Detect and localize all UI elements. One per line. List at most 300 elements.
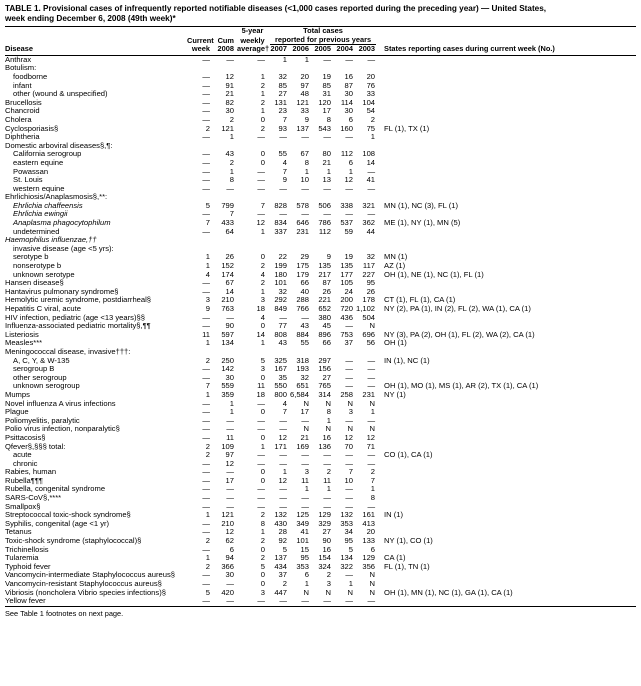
weekly-average-cell: 1	[260, 90, 265, 99]
year-2007-cell: —	[279, 451, 287, 460]
disease-name: Hantavirus pulmonary syndrome§	[5, 287, 119, 296]
disease-name: Anaplasma phagocytophilum	[13, 219, 111, 228]
disease-name: Rubella¶¶¶	[5, 476, 43, 485]
year-2007-cell: 834	[274, 219, 287, 228]
year-2004-cell	[334, 236, 356, 245]
year-2007-cell: 77	[278, 322, 287, 331]
current-week-cell: 4	[205, 270, 210, 279]
year-2007-cell: 132	[274, 511, 287, 520]
table-row	[5, 563, 636, 572]
states-reporting-cell	[378, 417, 636, 426]
year-2003-cell: 2	[370, 468, 376, 477]
states-reporting-cell: OH (1)	[384, 339, 407, 348]
year-2006-cell: 353	[296, 562, 309, 571]
year-2005-cell: 8	[326, 408, 331, 417]
disease-name: Vancomycin-intermediate Staphylococcus aureus§	[5, 571, 175, 580]
year-2003-cell: 108	[362, 150, 376, 159]
current-week-cell: 1	[205, 262, 210, 271]
states-reporting-cell: CT (1), FL (1), CA (1)	[384, 296, 456, 305]
table-row	[5, 339, 636, 348]
year-2004-cell: 134	[340, 554, 353, 563]
year-2003-cell: 14	[366, 158, 376, 167]
disease-name: Vibriosis (noncholera Vibrio species infections)§	[5, 588, 166, 597]
year-2007-cell: 12	[278, 433, 287, 442]
year-2006-cell: 1	[304, 167, 309, 176]
table-row	[5, 468, 636, 477]
table-row	[5, 236, 636, 245]
states-reporting-cell	[378, 468, 636, 477]
cum-2008-cell: 763	[221, 305, 234, 313]
cum-2008-cell: 1	[229, 408, 234, 417]
weekly-average-cell	[237, 142, 268, 151]
current-week-cell	[187, 236, 213, 245]
cum-2008-cell: 121	[221, 511, 234, 520]
year-2006-cell: 32	[300, 373, 309, 382]
year-2004-cell: —	[345, 485, 353, 494]
year-2005-cell	[312, 193, 334, 202]
year-2006-cell: 48	[300, 90, 309, 99]
year-2004-cell: 6	[348, 158, 353, 167]
year-2005-cell: 16	[322, 545, 331, 554]
year-2007-cell: —	[279, 485, 287, 494]
year-2007-cell: —	[279, 133, 287, 142]
states-reporting-cell	[378, 245, 636, 254]
current-week-cell: —	[202, 184, 210, 193]
weekly-average-cell: —	[257, 176, 265, 185]
states-reporting-cell	[378, 236, 636, 245]
cum-2008-cell: —	[226, 313, 234, 322]
disease-name: unknown serogroup	[13, 382, 80, 391]
disease-name: SARS-CoV§,****	[5, 494, 62, 503]
disease-name: Cyclosporiasis§	[5, 124, 59, 133]
year-2004-cell: 105	[340, 279, 353, 288]
year-2005-cell: 87	[322, 279, 331, 288]
year-2004-cell: 5	[348, 545, 353, 554]
table-row	[5, 219, 636, 228]
cum-2008-cell: 210	[221, 296, 234, 305]
year-2003-cell: 413	[362, 519, 376, 528]
cum-2008-cell: 67	[225, 279, 234, 288]
year-2005-cell: 27	[322, 528, 331, 537]
year-2006-cell: N	[303, 399, 309, 408]
header-disease: Disease	[5, 45, 187, 55]
year-2004-cell: N	[347, 399, 353, 408]
year-2007-cell: 808	[274, 330, 287, 339]
disease-name: Poliomyelitis, paralytic	[5, 416, 80, 425]
year-2006-cell: —	[301, 184, 309, 193]
year-2004-cell: 135	[340, 262, 353, 271]
year-2004-cell: 132	[340, 511, 353, 520]
year-2003-cell: 26	[366, 287, 376, 296]
cum-2008-cell: —	[226, 580, 234, 588]
year-2005-cell: 85	[322, 81, 331, 90]
disease-name: other (wound & unspecified)	[13, 90, 108, 99]
current-week-cell: 3	[205, 296, 210, 305]
year-2004-cell: —	[345, 451, 353, 460]
cum-2008-cell: 250	[221, 356, 234, 365]
header-total-cases-line-2: reported for previous years	[270, 36, 376, 46]
current-week-cell: 2	[205, 537, 210, 546]
year-2007-cell: —	[279, 502, 287, 511]
year-2005-cell: 120	[318, 98, 331, 107]
current-week-cell: —	[202, 176, 210, 185]
year-2005-cell	[312, 64, 334, 73]
states-reporting-cell	[378, 73, 636, 82]
disease-name: Anthrax	[5, 55, 32, 64]
year-2006-cell: 15	[300, 545, 309, 554]
weekly-average-cell: —	[257, 416, 265, 425]
table-row	[5, 537, 636, 546]
current-week-cell: 5	[205, 588, 210, 597]
year-2003-cell	[356, 193, 378, 202]
states-reporting-cell	[378, 90, 636, 99]
weekly-average-cell	[237, 236, 268, 245]
current-week-cell: —	[202, 133, 210, 142]
year-2004-cell: 6	[348, 115, 353, 124]
cum-2008-cell: 12	[225, 528, 234, 537]
year-2005-cell	[312, 142, 334, 151]
year-2006-cell: —	[301, 451, 309, 460]
current-week-cell: —	[202, 90, 210, 99]
year-2005-cell: —	[323, 184, 331, 193]
states-reporting-cell	[378, 142, 636, 151]
table-row	[5, 434, 636, 443]
current-week-cell: —	[202, 494, 210, 503]
table-row	[5, 485, 636, 494]
year-2004-cell: —	[345, 494, 353, 503]
current-week-cell: —	[202, 279, 210, 288]
current-week-cell: —	[202, 107, 210, 116]
states-reporting-cell	[378, 64, 636, 73]
year-2003-cell: —	[367, 459, 376, 468]
year-2006-cell	[290, 64, 312, 73]
year-2006-cell: 288	[296, 296, 309, 305]
year-2004-cell: 30	[344, 107, 353, 116]
year-2007-cell: 828	[274, 201, 287, 210]
year-2004-cell: 3	[348, 408, 353, 417]
year-2003-cell: —	[367, 365, 376, 374]
cum-2008-cell: 152	[221, 262, 234, 271]
weekly-average-cell: 0	[260, 158, 265, 167]
year-2003-cell: 95	[366, 279, 376, 288]
year-2004-cell: N	[347, 588, 353, 597]
header-year-2005: 2005	[312, 45, 334, 55]
year-2003-cell: —	[367, 167, 376, 176]
year-2004-cell: 37	[344, 339, 353, 348]
cum-2008-cell: —	[226, 468, 234, 477]
weekly-average-cell: 2	[260, 98, 265, 107]
table-row	[5, 168, 636, 177]
disease-name: foodborne	[13, 72, 48, 81]
weekly-average-cell: 18	[256, 390, 265, 399]
table-row	[5, 374, 636, 383]
year-2003-cell: 504	[362, 313, 376, 322]
cum-2008-cell: 799	[221, 201, 234, 210]
cum-2008-cell	[213, 142, 237, 151]
table-row	[5, 511, 636, 520]
states-reporting-cell: NY (3), PA (2), OH (1), FL (2), WA (2), CA (1)	[384, 330, 535, 339]
disease-name: Tetanus	[5, 528, 32, 537]
table-row	[5, 296, 636, 305]
disease-name: Domestic arboviral diseases§,¶:	[5, 141, 113, 150]
year-2007-cell: 167	[274, 365, 287, 374]
year-2003-cell: N	[369, 322, 376, 331]
states-reporting-cell: MN (1)	[384, 253, 408, 262]
current-week-cell: —	[202, 519, 210, 528]
current-week-cell: —	[202, 55, 210, 64]
current-week-cell: —	[202, 287, 210, 296]
year-2005-cell: 90	[322, 537, 331, 546]
cum-2008-cell: 2	[229, 158, 234, 167]
states-reporting-cell: OH (1), MO (1), MS (1), AR (2), TX (1), CA (1)	[384, 382, 539, 391]
year-2006-cell: 101	[296, 537, 309, 546]
weekly-average-cell: 0	[260, 571, 265, 580]
year-2004-cell	[334, 245, 356, 254]
current-week-cell: —	[202, 545, 210, 554]
year-2003-cell: 41	[366, 176, 376, 185]
disease-name: Trichinellosis	[5, 545, 49, 554]
year-2006-cell: 179	[296, 270, 309, 279]
year-2005-cell: 314	[318, 390, 331, 399]
states-reporting-cell	[378, 546, 636, 555]
year-2006-cell	[290, 142, 312, 151]
cum-2008-cell: 366	[221, 562, 234, 571]
table-row	[5, 116, 636, 125]
cum-2008-cell: 420	[221, 588, 234, 597]
year-2003-cell: —	[367, 502, 376, 511]
current-week-cell: —	[202, 322, 210, 331]
year-2004-cell	[334, 348, 356, 357]
disease-name: chronic	[13, 459, 38, 468]
table-row	[5, 322, 636, 331]
current-week-cell: 1	[205, 511, 210, 520]
states-reporting-cell	[378, 374, 636, 383]
states-reporting-cell	[378, 193, 636, 202]
year-2007-cell: —	[279, 313, 287, 322]
year-2007-cell: 32	[278, 287, 287, 296]
cum-2008-cell: 62	[225, 537, 234, 546]
table-row	[5, 597, 636, 606]
states-reporting-cell: IN (1), NC (1)	[384, 356, 430, 365]
year-2003-cell: —	[367, 451, 376, 460]
year-2006-cell: 193	[296, 365, 309, 374]
year-2007-cell: 171	[274, 442, 287, 451]
cum-2008-cell: —	[226, 55, 234, 64]
disease-name: A, C, Y, & W-135	[13, 356, 70, 365]
table-row	[5, 331, 636, 340]
year-2004-cell: —	[345, 382, 353, 391]
disease-name: Chancroid	[5, 107, 40, 116]
year-2004-cell: 720	[340, 305, 353, 313]
table-row	[5, 202, 636, 211]
disease-name: Novel influenza A virus infections	[5, 399, 116, 408]
weekly-average-cell: 3	[260, 588, 265, 597]
year-2005-cell: N	[325, 399, 331, 408]
current-week-cell	[187, 245, 213, 254]
cum-2008-cell: 1	[229, 133, 234, 142]
states-reporting-cell	[378, 503, 636, 512]
disease-name: Typhoid fever	[5, 562, 51, 571]
year-2003-cell: 20	[366, 528, 376, 537]
year-2005-cell: —	[312, 597, 334, 606]
cum-2008-cell: 97	[225, 451, 234, 460]
table-row	[5, 357, 636, 366]
current-week-cell: —	[202, 81, 210, 90]
cum-2008-cell: 90	[225, 322, 234, 331]
table-row	[5, 193, 636, 202]
year-2004-cell	[334, 64, 356, 73]
year-2005-cell: 217	[318, 270, 331, 279]
disease-name: Syphilis, congenital (age <1 yr)	[5, 519, 110, 528]
weekly-average-cell: 0	[260, 468, 265, 477]
year-2007-cell: 27	[278, 90, 287, 99]
year-2005-cell: —	[323, 210, 331, 219]
header-cum-line-2: 2008	[213, 45, 237, 55]
weekly-average-cell	[237, 193, 268, 202]
year-2003-cell: 356	[362, 562, 376, 571]
year-2003-cell: 71	[366, 442, 376, 451]
cum-2008-cell: 109	[221, 442, 234, 451]
states-reporting-cell	[378, 210, 636, 219]
year-2007-cell: 131	[274, 98, 287, 107]
year-2006-cell: —	[301, 210, 309, 219]
weekly-average-cell: 2	[260, 279, 265, 288]
year-2007-cell	[268, 245, 290, 254]
year-2004-cell: 19	[344, 253, 353, 262]
year-2006-cell: 646	[296, 219, 309, 228]
year-2006-cell: 10	[300, 176, 309, 185]
year-2004-cell: —	[345, 365, 353, 374]
year-2005-cell: 112	[318, 227, 331, 236]
year-2004-cell: 30	[344, 90, 353, 99]
states-reporting-cell	[378, 365, 636, 374]
year-2005-cell: 652	[318, 305, 331, 313]
cum-2008-cell: 14	[225, 287, 234, 296]
header-weekly-average-line-2: weekly	[240, 35, 265, 45]
year-2003-cell	[356, 64, 378, 73]
states-reporting-cell	[378, 485, 636, 494]
year-2005-cell: 1	[326, 485, 331, 494]
year-2005-cell: 135	[318, 262, 331, 271]
disease-name: Plague	[5, 408, 29, 417]
cum-2008-cell: 21	[225, 90, 234, 99]
weekly-average-cell: 1	[260, 528, 265, 537]
year-2005-cell: 26	[322, 287, 331, 296]
table-row	[5, 494, 636, 503]
year-2005-cell: —	[323, 502, 331, 511]
states-reporting-cell	[378, 580, 636, 589]
year-2004-cell: —	[345, 459, 353, 468]
states-reporting-cell: ME (1), NY (1), MN (5)	[384, 219, 461, 228]
year-2006-cell: 95	[300, 554, 309, 563]
current-week-cell: —	[202, 210, 210, 219]
current-week-cell	[187, 348, 213, 357]
year-2003-cell: 33	[366, 90, 376, 99]
disease-name: serotype b	[13, 253, 49, 262]
header-year-2003: 2003	[356, 45, 378, 55]
cum-2008-cell	[213, 245, 237, 254]
disease-name: eastern equine	[13, 158, 64, 167]
year-2005-cell: 786	[318, 219, 331, 228]
current-week-cell: 1	[205, 253, 210, 262]
year-2007-cell: 550	[274, 382, 287, 391]
year-2006-cell	[290, 236, 312, 245]
weekly-average-cell: —	[257, 399, 265, 408]
year-2007-cell: —	[279, 416, 287, 425]
year-2003-cell: 1,102	[356, 305, 376, 313]
year-2003-cell: N	[369, 399, 376, 408]
year-2006-cell: 137	[296, 124, 309, 133]
year-2005-cell: 154	[318, 554, 331, 563]
current-week-cell: —	[202, 502, 210, 511]
year-2005-cell: 27	[322, 373, 331, 382]
year-2006-cell: N	[303, 588, 309, 597]
current-week-cell: —	[202, 425, 210, 434]
disease-name: Brucellosis	[5, 98, 42, 107]
cum-2008-cell: 6	[229, 545, 234, 554]
cum-2008-cell: —	[226, 416, 234, 425]
disease-name: Smallpox§	[5, 502, 41, 511]
year-2003-cell: 362	[362, 219, 376, 228]
year-2007-cell	[268, 236, 290, 245]
table-row	[5, 546, 636, 555]
disease-name: Hepatitis C viral, acute	[5, 305, 81, 313]
year-2004-cell: 24	[344, 287, 353, 296]
year-2007-cell: 800	[274, 390, 287, 399]
year-2005-cell: 2	[326, 571, 331, 580]
year-2006-cell: 17	[300, 408, 309, 417]
year-2003-cell	[356, 245, 378, 254]
weekly-average-cell: 0	[260, 433, 265, 442]
current-week-cell: —	[202, 580, 210, 588]
disease-name: Tularemia	[5, 554, 39, 563]
year-2006-cell: 175	[296, 262, 309, 271]
disease-name: Toxic-shock syndrome (staphylococcal)§	[5, 537, 142, 546]
year-2007-cell: 7	[282, 408, 287, 417]
disease-name: acute	[13, 451, 32, 460]
year-2005-cell: 66	[322, 339, 331, 348]
year-2006-cell: 125	[296, 511, 309, 520]
table-row	[5, 408, 636, 417]
weekly-average-cell: 2	[260, 511, 265, 520]
year-2003-cell: 8	[370, 494, 376, 503]
header-current-week-line-2: week	[187, 45, 213, 55]
header-cum-line-1: Cum	[217, 35, 234, 45]
cum-2008-cell: 1	[229, 167, 234, 176]
weekly-average-cell: 0	[260, 373, 265, 382]
year-2005-cell	[312, 348, 334, 357]
year-2003-cell: 227	[362, 270, 376, 279]
year-2007-cell: 22	[278, 253, 287, 262]
disease-name: Meningococcal disease, invasive†††:	[5, 347, 131, 356]
year-2007-cell	[268, 348, 290, 357]
states-reporting-cell: IN (1)	[384, 511, 404, 520]
cum-2008-cell: 43	[225, 150, 234, 159]
weekly-average-cell: 4	[260, 313, 265, 322]
year-2007-cell: 101	[274, 279, 287, 288]
year-2006-cell: N	[303, 425, 309, 434]
current-week-cell: —	[202, 468, 210, 477]
year-2004-cell: 16	[344, 72, 353, 81]
cum-2008-cell: 82	[225, 98, 234, 107]
states-reporting-cell	[378, 55, 636, 64]
year-2003-cell: —	[367, 184, 376, 193]
states-reporting-cell	[378, 150, 636, 159]
table-row	[5, 443, 636, 452]
year-2006-cell: 121	[296, 98, 309, 107]
year-2004-cell: 7	[348, 468, 353, 477]
weekly-average-cell: 7	[260, 201, 265, 210]
